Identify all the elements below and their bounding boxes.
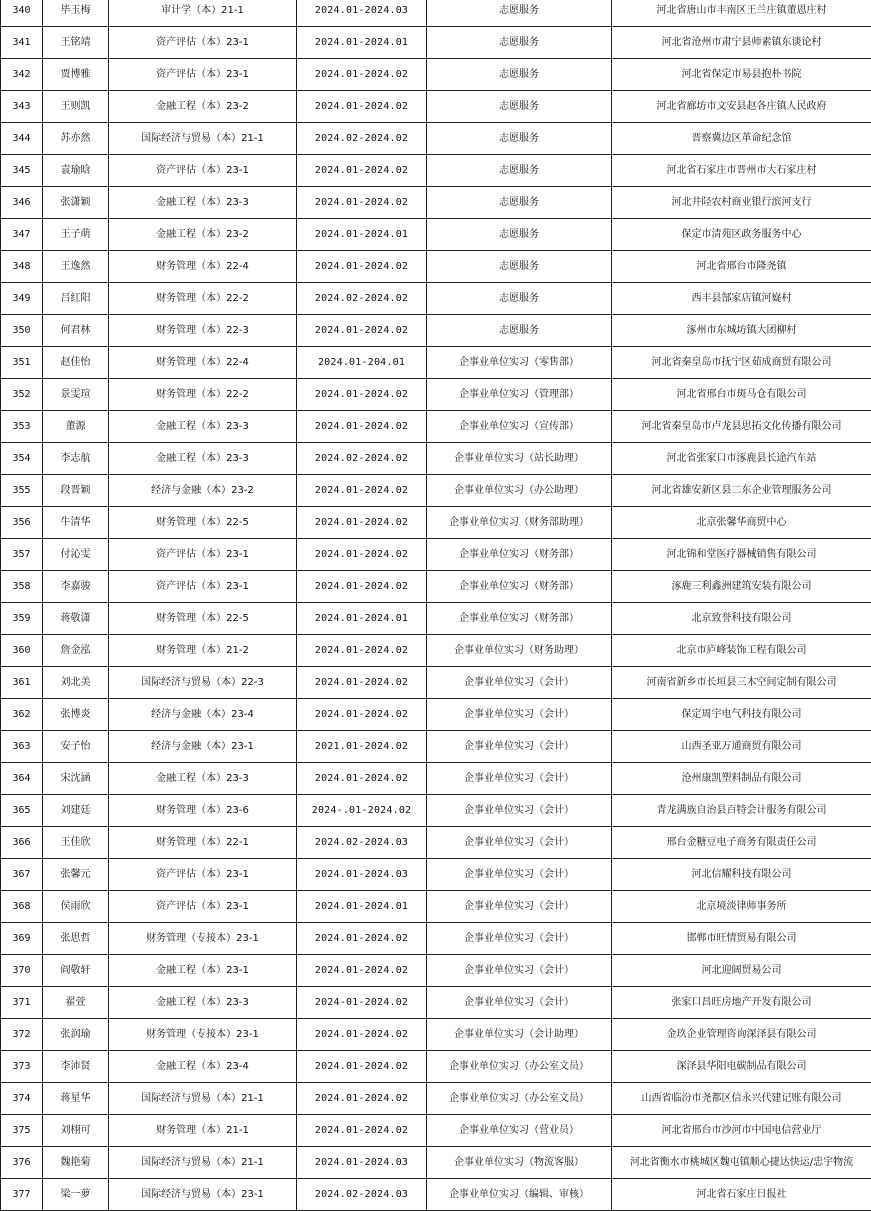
class-name: 资产评估（本）23-1 [109,891,297,923]
practice-period: 2024.01-204.01 [297,347,427,379]
practice-type: 企事业单位实习（财务部） [427,539,612,571]
practice-unit: 保定周宇电气科技有限公司 [612,699,871,731]
class-name: 金融工程（本）23-3 [109,443,297,475]
student-name: 张思哲 [43,923,109,955]
practice-unit: 邯郸市旺情贸易有限公司 [612,923,871,955]
row-number: 349 [1,283,43,315]
table-row [1,571,871,603]
practice-period: 2024.01-2024.03 [297,1147,427,1179]
class-name: 财务管理（本）22-4 [109,251,297,283]
student-name: 苏亦然 [43,123,109,155]
table-row [1,1083,871,1115]
row-number: 376 [1,1147,43,1179]
practice-period: 2024.01-2024.01 [297,27,427,59]
class-name: 财务管理（专接本）23-1 [109,923,297,955]
student-name: 侯雨欣 [43,891,109,923]
practice-period: 2024.01-2024.02 [297,763,427,795]
practice-period: 2024.01-2024.02 [297,507,427,539]
practice-period: 2024.02-2024.03 [297,1179,427,1211]
row-number: 375 [1,1115,43,1147]
student-name: 毕玉梅 [43,0,109,27]
practice-period: 2024.01-2024.01 [297,603,427,635]
row-number: 345 [1,155,43,187]
student-name: 阎敬轩 [43,955,109,987]
class-name: 资产评估（本）23-1 [109,571,297,603]
table-row [1,699,871,731]
row-number: 373 [1,1051,43,1083]
table-row [1,187,871,219]
practice-period: 2024.01-2024.02 [297,1051,427,1083]
practice-type: 志愿服务 [427,123,612,155]
student-name: 宋沈涵 [43,763,109,795]
practice-period: 2024.01-2024.03 [297,0,427,27]
table-row [1,27,871,59]
practice-period: 2024.01-2024.02 [297,411,427,443]
table-row [1,315,871,347]
practice-period: 2024.01-2024.02 [297,571,427,603]
practice-type: 企事业单位实习（零售部） [427,347,612,379]
row-number: 358 [1,571,43,603]
practice-period: 2024.02-2024.03 [297,827,427,859]
table-row [1,891,871,923]
row-number: 350 [1,315,43,347]
class-name: 财务管理（专接本）23-1 [109,1019,297,1051]
student-name: 蒋敬潇 [43,603,109,635]
practice-type: 企事业单位实习（办公助理） [427,475,612,507]
row-number: 355 [1,475,43,507]
table-row [1,475,871,507]
practice-unit: 河北省廊坊市文安县赵各庄镇人民政府 [612,91,871,123]
row-number: 368 [1,891,43,923]
practice-type: 企事业单位实习（站长助理） [427,443,612,475]
class-name: 财务管理（本）22-5 [109,603,297,635]
row-number: 347 [1,219,43,251]
student-name: 袁瑜晗 [43,155,109,187]
table-row [1,443,871,475]
student-name: 蒋星华 [43,1083,109,1115]
student-name: 翟萱 [43,987,109,1019]
practice-unit: 河北省衡水市桃城区魏屯镇顺心捷达快运/忠宇物流 [612,1147,871,1179]
practice-unit: 金玖企业管理咨询深泽县有限公司 [612,1019,871,1051]
practice-type: 志愿服务 [427,283,612,315]
student-name: 董源 [43,411,109,443]
row-number: 360 [1,635,43,667]
practice-unit: 河北省邢台市沙河市中国电信营业厅 [612,1115,871,1147]
practice-period: 2024.01-2024.02 [297,91,427,123]
practice-unit: 河北锦和堂医疗器械销售有限公司 [612,539,871,571]
practice-unit: 河北省秦皇岛市卢龙县思拓文化传播有限公司 [612,411,871,443]
row-number: 343 [1,91,43,123]
row-number: 344 [1,123,43,155]
student-name: 赵佳怡 [43,347,109,379]
practice-period: 2024.01-2024.02 [297,475,427,507]
practice-type: 企事业单位实习（会计） [427,731,612,763]
student-name: 何君林 [43,315,109,347]
practice-type: 志愿服务 [427,219,612,251]
practice-unit: 北京张馨华商贸中心 [612,507,871,539]
table-row [1,539,871,571]
practice-unit: 河北省雄安新区县二东企业管理服务公司 [612,475,871,507]
class-name: 资产评估（本）23-1 [109,539,297,571]
student-name: 张润瑜 [43,1019,109,1051]
practice-unit: 西丰县郜家店镇河嶷村 [612,283,871,315]
row-number: 372 [1,1019,43,1051]
practice-unit: 晋察冀边区革命纪念馆 [612,123,871,155]
practice-unit: 保定市清苑区政务服务中心 [612,219,871,251]
practice-type: 企事业单位实习（会计） [427,955,612,987]
practice-type: 志愿服务 [427,27,612,59]
table-row [1,795,871,827]
practice-unit: 涿鹿三利鑫洲建筑安装有限公司 [612,571,871,603]
student-name: 王则凯 [43,91,109,123]
practice-unit: 河南省新乡市长垣县三木空间定制有限公司 [612,667,871,699]
practice-unit: 山西省临汾市尧都区信永兴代建记账有限公司 [612,1083,871,1115]
row-number: 369 [1,923,43,955]
table-row [1,59,871,91]
table-row [1,763,871,795]
practice-type: 志愿服务 [427,187,612,219]
row-number: 346 [1,187,43,219]
practice-unit: 河北迎阔贸易公司 [612,955,871,987]
student-name: 詹金泓 [43,635,109,667]
class-name: 财务管理（本）22-2 [109,379,297,411]
practice-unit: 邢台金糖豆电子商务有限责任公司 [612,827,871,859]
row-number: 371 [1,987,43,1019]
row-number: 340 [1,0,43,27]
student-name: 王子萌 [43,219,109,251]
practice-unit: 山西圣亚万通商贸有限公司 [612,731,871,763]
practice-unit: 河北省秦皇岛市抚宁区茹成商贸有限公司 [612,347,871,379]
class-name: 金融工程（本）23-3 [109,411,297,443]
student-name: 安子怡 [43,731,109,763]
practice-period: 2024.01-2024.02 [297,59,427,91]
practice-unit: 河北省邢台市隆尧镇 [612,251,871,283]
row-number: 351 [1,347,43,379]
practice-unit: 河北省张家口市涿鹿县长途汽车站 [612,443,871,475]
table-row [1,1115,871,1147]
practice-type: 企事业单位实习（办公室文员） [427,1083,612,1115]
practice-type: 企事业单位实习（编辑、审核） [427,1179,612,1211]
row-number: 357 [1,539,43,571]
practice-period: 2024.01-2024.02 [297,1115,427,1147]
table-row [1,955,871,987]
practice-unit: 河北井陉农村商业银行滨河支行 [612,187,871,219]
practice-type: 企事业单位实习（会计） [427,667,612,699]
practice-type: 志愿服务 [427,315,612,347]
student-name: 段晋颖 [43,475,109,507]
row-number: 363 [1,731,43,763]
class-name: 金融工程（本）23-2 [109,91,297,123]
class-name: 国际经济与贸易（本）21-1 [109,1083,297,1115]
practice-type: 志愿服务 [427,0,612,27]
practice-type: 企事业单位实习（会计） [427,763,612,795]
class-name: 审计学（本）21-1 [109,0,297,27]
practice-type: 企事业单位实习（会计） [427,987,612,1019]
student-name: 牛清华 [43,507,109,539]
student-name: 梁一萝 [43,1179,109,1211]
row-number: 359 [1,603,43,635]
practice-period: 2024.01-2024.03 [297,859,427,891]
student-name: 李嘉骏 [43,571,109,603]
class-name: 金融工程（本）23-3 [109,763,297,795]
practice-unit: 沧州康凯塑料制品有限公司 [612,763,871,795]
table-row [1,731,871,763]
practice-type: 志愿服务 [427,155,612,187]
class-name: 经济与金融（本）23-1 [109,731,297,763]
class-name: 金融工程（本）23-3 [109,987,297,1019]
class-name: 国际经济与贸易（本）21-1 [109,123,297,155]
student-name: 李志航 [43,443,109,475]
table-row [1,123,871,155]
table-row [1,155,871,187]
practice-type: 企事业单位实习（会计） [427,795,612,827]
table-row [1,0,871,27]
practice-type: 企事业单位实习（管理部） [427,379,612,411]
practice-unit: 深泽县华阳电碳制品有限公司 [612,1051,871,1083]
student-name: 贾博雅 [43,59,109,91]
table-row [1,347,871,379]
practice-unit: 北京致誉科技有限公司 [612,603,871,635]
practice-unit: 河北省唐山市丰南区王兰庄镇董恩庄村 [612,0,871,27]
row-number: 366 [1,827,43,859]
row-number: 341 [1,27,43,59]
student-name: 王佳欣 [43,827,109,859]
table-row [1,91,871,123]
row-number: 356 [1,507,43,539]
practice-unit: 河北省石家庄日报社 [612,1179,871,1211]
student-name: 刘栩可 [43,1115,109,1147]
class-name: 资产评估（本）23-1 [109,859,297,891]
practice-type: 企事业单位实习（会计） [427,827,612,859]
practice-type: 企事业单位实习（会计助理） [427,1019,612,1051]
practice-period: 2024.01-2024.02 [297,699,427,731]
practice-period: 2024.01-2024.02 [297,155,427,187]
class-name: 金融工程（本）23-3 [109,187,297,219]
table-row [1,507,871,539]
row-number: 342 [1,59,43,91]
class-name: 财务管理（本）21-2 [109,635,297,667]
table-body [1,0,871,1211]
practice-period: 2024.02-2024.02 [297,123,427,155]
practice-period: 2024.01-2024.02 [297,667,427,699]
practice-type: 企事业单位实习（会计） [427,859,612,891]
practice-unit: 涿州市东城坊镇大团柳村 [612,315,871,347]
table-row [1,1179,871,1211]
practice-period: 2024.01-2024.02 [297,539,427,571]
practice-type: 企事业单位实习（宣传部） [427,411,612,443]
practice-type: 企事业单位实习（办公室文员） [427,1051,612,1083]
practice-unit: 河北省沧州市肃宁县师素镇东谈论村 [612,27,871,59]
table-row [1,379,871,411]
practice-type: 企事业单位实习（财务助理） [427,635,612,667]
student-name: 付沁雯 [43,539,109,571]
class-name: 金融工程（本）23-2 [109,219,297,251]
class-name: 财务管理（本）21-1 [109,1115,297,1147]
table-row [1,283,871,315]
practice-type: 企事业单位实习（财务部助理） [427,507,612,539]
practice-unit: 青龙满族自治县百特会计服务有限公司 [612,795,871,827]
row-number: 370 [1,955,43,987]
table-row [1,923,871,955]
practice-type: 企事业单位实习（会计） [427,699,612,731]
row-number: 353 [1,411,43,443]
practice-period: 2024.01-2024.02 [297,315,427,347]
table-row [1,827,871,859]
practice-type: 企事业单位实习（财务部） [427,571,612,603]
practice-type: 企事业单位实习（会计） [427,891,612,923]
row-number: 365 [1,795,43,827]
class-name: 国际经济与贸易（本）22-3 [109,667,297,699]
practice-period: 2024.01-2024.02 [297,1083,427,1115]
practice-type: 企事业单位实习（物流客服） [427,1147,612,1179]
practice-type: 志愿服务 [427,91,612,123]
class-name: 财务管理（本）22-3 [109,315,297,347]
row-number: 362 [1,699,43,731]
student-name: 景雯瑄 [43,379,109,411]
practice-period: 2024.01-2024.02 [297,379,427,411]
practice-period: 2024-01-2024.02 [297,987,427,1019]
practice-period: 2024.02-2024.02 [297,283,427,315]
practice-type: 企事业单位实习（营业员） [427,1115,612,1147]
class-name: 资产评估（本）23-1 [109,155,297,187]
row-number: 367 [1,859,43,891]
practice-period: 2024.01-2024.02 [297,187,427,219]
row-number: 374 [1,1083,43,1115]
student-name: 张潇颖 [43,187,109,219]
row-number: 352 [1,379,43,411]
class-name: 财务管理（本）22-1 [109,827,297,859]
class-name: 财务管理（本）22-2 [109,283,297,315]
student-name: 张馨元 [43,859,109,891]
practice-period: 2024.01-2024.02 [297,955,427,987]
student-name: 李沛贤 [43,1051,109,1083]
student-name: 王铭靖 [43,27,109,59]
practice-unit: 河北省石家庄市晋州市大石家庄村 [612,155,871,187]
practice-period: 2024.01-2024.02 [297,1019,427,1051]
practice-unit: 北京市庐峰装饰工程有限公司 [612,635,871,667]
table-row [1,1019,871,1051]
practice-period: 2024.02-2024.02 [297,443,427,475]
class-name: 国际经济与贸易（本）23-1 [109,1179,297,1211]
class-name: 经济与金融（本）23-4 [109,699,297,731]
practice-period: 2024-.01-2024.02 [297,795,427,827]
practice-type: 志愿服务 [427,59,612,91]
table-row [1,859,871,891]
table-row [1,667,871,699]
class-name: 财务管理（本）22-5 [109,507,297,539]
student-name: 刘建廷 [43,795,109,827]
table-row [1,1051,871,1083]
practice-unit: 河北省保定市易县抱朴书院 [612,59,871,91]
class-name: 金融工程（本）23-4 [109,1051,297,1083]
class-name: 财务管理（本）23-6 [109,795,297,827]
student-name: 王逸然 [43,251,109,283]
table-row [1,1147,871,1179]
practice-period: 2024.01-2024.02 [297,635,427,667]
row-number: 377 [1,1179,43,1211]
class-name: 经济与金融（本）23-2 [109,475,297,507]
row-number: 348 [1,251,43,283]
practice-period: 2024.01-2024.01 [297,891,427,923]
table-row [1,411,871,443]
student-name: 刘北美 [43,667,109,699]
table-row [1,987,871,1019]
class-name: 资产评估（本）23-1 [109,59,297,91]
table-row [1,635,871,667]
practice-period: 2024.01-2024.02 [297,251,427,283]
practice-period: 2024.01-2024.02 [297,923,427,955]
practice-period: 2021.01-2024.02 [297,731,427,763]
table-row [1,603,871,635]
practice-unit: 河北信耀科技有限公司 [612,859,871,891]
practice-unit: 北京境淡律师事务所 [612,891,871,923]
practice-unit: 河北省邢台市斑马仓有限公司 [612,379,871,411]
row-number: 354 [1,443,43,475]
table-row [1,219,871,251]
student-name: 张博炎 [43,699,109,731]
class-name: 财务管理（本）22-4 [109,347,297,379]
class-name: 国际经济与贸易（本）21-1 [109,1147,297,1179]
student-name: 吕红阳 [43,283,109,315]
table-row [1,251,871,283]
practice-period: 2024.01-2024.01 [297,219,427,251]
practice-unit: 张家口昌旺房地产开发有限公司 [612,987,871,1019]
row-number: 361 [1,667,43,699]
class-name: 金融工程（本）23-1 [109,955,297,987]
student-name: 魏艳菊 [43,1147,109,1179]
practice-type: 志愿服务 [427,251,612,283]
practice-type: 企事业单位实习（财务部） [427,603,612,635]
row-number: 364 [1,763,43,795]
class-name: 资产评估（本）23-1 [109,27,297,59]
practice-type: 企事业单位实习（会计） [427,923,612,955]
